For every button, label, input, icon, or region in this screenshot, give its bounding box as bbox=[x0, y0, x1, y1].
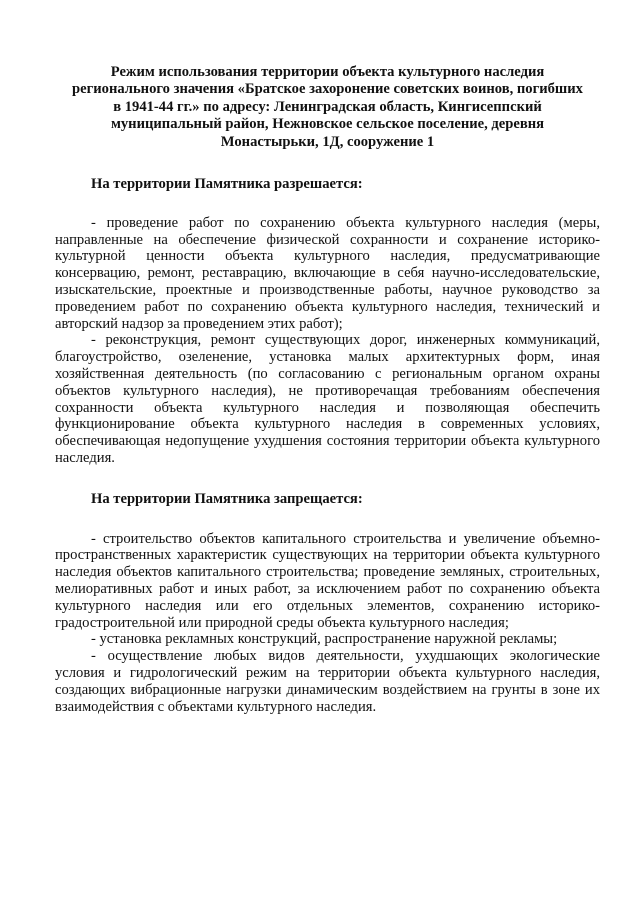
allowed-list bbox=[55, 215, 600, 467]
title-line: Монастырьки, 1Д, сооружение 1 bbox=[220, 133, 435, 150]
prohibited-item: - осуществление любых видов деятельности, ухудшающих экологические условия и гидрологический режим на территории объекта культурного наследия, создающих вибрационные нагрузки динамическим воздействием на грунты в зоне их взаимодействия с объектами культурного наследия. bbox=[55, 648, 600, 715]
allowed-item: - проведение работ по сохранению объекта культурного наследия (меры, направленные на обеспечение физической сохранности и сохранение историко-культурной ценности объекта культурного наследия, предусматривающие консервацию, ремонт, реставрацию, включающие в себя научно-исследовательские, изыскательские, проектные и производственные работы, научное руководство за проведением работ по сохранению объекта культурного наследия, технический и авторский надзор за проведением этих работ); bbox=[55, 214, 600, 332]
prohibited-list bbox=[55, 531, 600, 716]
allowed-item: - реконструкция, ремонт существующих дорог, инженерных коммуникаций, благоустройство, озеленение, установка малых архитектурных форм, иная хозяйственная деятельность (по согласованию с региональным органом охраны объектов культурного наследия), не противоречащая требованиям обеспечения сохранности объекта культурного наследия и позволяющая обеспечить функционирование объекта культурного наследия в современных условиях, обеспечивающая недопущение ухудшения состояния территории объекта культурного наследия. bbox=[55, 332, 600, 466]
document-page bbox=[55, 64, 600, 715]
title-line: муниципальный район, Нежновское сельское поселение, деревня bbox=[110, 116, 545, 133]
allowed-heading: На территории Памятника разрешается: bbox=[91, 176, 363, 193]
title-line: Режим использования территории объекта культурного наследия bbox=[110, 64, 545, 80]
title-line: в 1941-44 гг.» по адресу: Ленинградская область, Кингисеппский bbox=[113, 98, 542, 115]
document-title bbox=[55, 64, 600, 151]
prohibited-item: - строительство объектов капитального строительства и увеличение объемно-пространственных характеристик существующих на территории объекта культурного наследия объектов капитального строительства; проведение земляных, строительных, мелиоративных работ и иных работ, за исключением работ по сохранению объекта культурного наследия или его отдельных элементов, сохранению историко-градостроительной или природной среды объекта культурного наследия; bbox=[55, 530, 600, 631]
title-line: регионального значения «Братское захоронение советских воинов, погибших bbox=[72, 81, 583, 98]
prohibited-item: - установка рекламных конструкций, распространение наружной рекламы; bbox=[91, 631, 558, 648]
prohibited-heading: На территории Памятника запрещается: bbox=[91, 490, 363, 507]
